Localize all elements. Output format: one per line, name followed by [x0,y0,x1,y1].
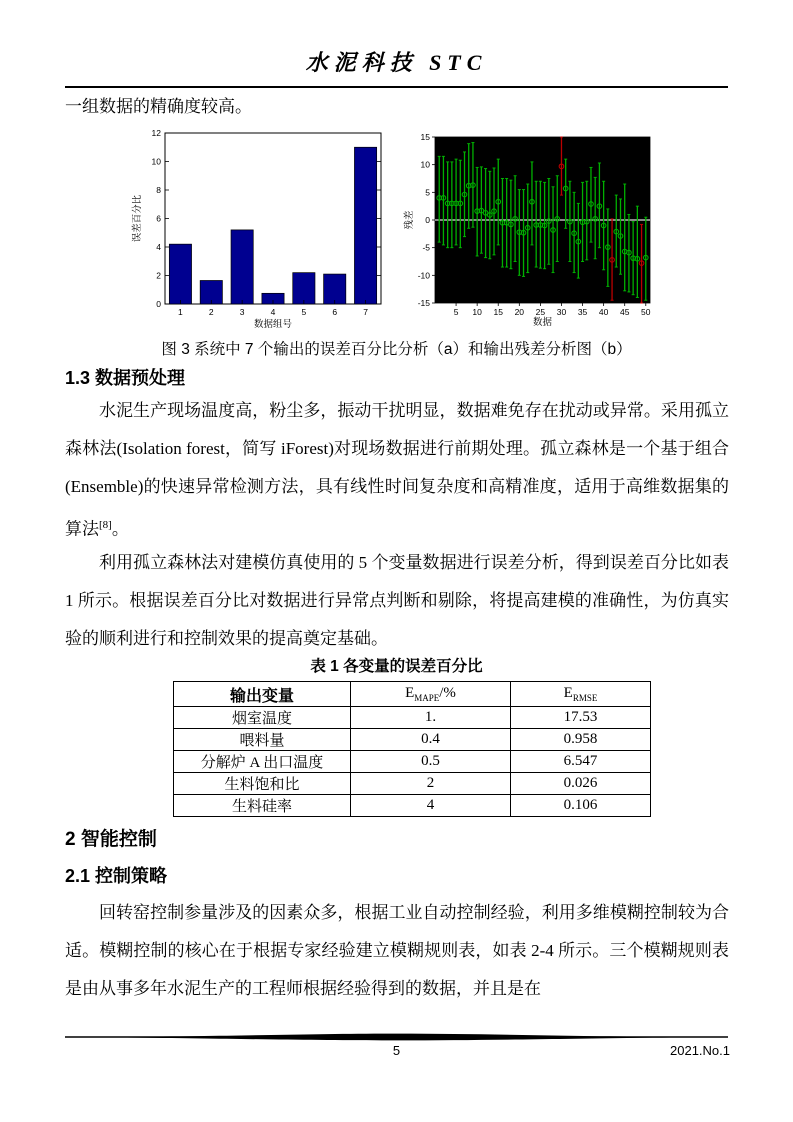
table-header-row [174,682,651,707]
svg-text:数据组号: 数据组号 [253,319,293,330]
paragraph-preprocessing-1 [65,392,729,549]
table-cell: 0.106 [511,795,651,817]
table-row [174,707,651,729]
table-row [174,729,651,751]
svg-text:40: 40 [598,307,609,317]
table-cell: 分解炉 A 出口温度 [174,751,351,773]
table-cell: 生料饱和比 [174,773,351,795]
table-row [174,773,651,795]
svg-text:12: 12 [151,128,161,138]
issue-label: 2021.No.1 [670,1043,730,1058]
header-divider [65,86,728,88]
svg-text:15: 15 [420,132,430,142]
table-cell: 生料硅率 [174,795,351,817]
svg-text:6: 6 [332,307,338,317]
table-cell: 17.53 [511,707,651,729]
table-cell: 喂料量 [174,729,351,751]
section-heading-2-1: 2.1 控制策略 [65,866,168,886]
svg-text:0: 0 [425,215,430,225]
table-header-emape: $E_{MAPE}/\%$ [351,682,511,707]
svg-text:7: 7 [363,307,368,317]
paragraph-text: 水泥生产现场温度高，粉尘多，振动干扰明显，数据难免存在扰动或异常。采用孤立森林法(Isolation forest，简写 iForest)对现场数据进行前期处理。孤立森林是一个基于组合(Ensemble)的快速异常检测方法，具有线性时间复杂度和高精准度，适用于高维数据集的算法 [65,401,729,539]
table1-title: 表 1 各变量的误差百分比 [310,658,483,675]
svg-text:残差: 残差 [404,210,415,230]
table-cell: 0.4 [351,729,511,751]
svg-text:8: 8 [156,185,161,195]
svg-text:3: 3 [239,307,245,317]
bar-chart-error-percentage [128,124,400,330]
svg-text:20: 20 [514,307,525,317]
svg-text:25: 25 [535,307,546,317]
table-header-ermse: $E_{RMSE}$ [511,682,651,707]
svg-text:10: 10 [420,159,430,170]
table-row [174,795,651,817]
page-number: 5 [392,1043,401,1058]
svg-text:-10: -10 [417,270,430,281]
table-cell: 1. [351,707,511,729]
svg-text:4: 4 [270,307,276,317]
svg-text:2: 2 [208,307,214,317]
svg-text:6: 6 [156,213,161,224]
svg-text:误差百分比: 误差百分比 [132,194,143,243]
table-cell: 2 [351,773,511,795]
svg-text:50: 50 [641,307,651,317]
footer-divider [65,1032,728,1042]
paragraph-control-strategy: 回转窑控制参量涉及的因素众多，根据工业自动控制经验，利用多维模糊控制较为合适。模糊控制的核心在于根据专家经验建立模糊规则表，如表 2-4 所示。三个模糊规则表是由从事多年水泥生产的工程师根据经验得到的数据，并且是在 [65,903,729,998]
svg-text:数据: 数据 [532,317,553,326]
svg-text:15: 15 [493,307,503,317]
table-cell: 4 [351,795,511,817]
svg-text:5: 5 [425,187,430,198]
table-cell: 0.958 [511,729,651,751]
table-cell: 烟室温度 [174,707,351,729]
figure-caption: 图 3 系统中 7 个输出的误差百分比分析（a）和输出残差分析图（b） [161,341,632,358]
svg-text:0: 0 [156,299,161,309]
svg-text:35: 35 [577,307,588,317]
svg-text:1: 1 [178,307,183,317]
section-heading-1-3: 1.3 数据预处理 [65,368,186,388]
svg-text:30: 30 [556,307,567,317]
svg-text:-15: -15 [417,298,430,308]
table-cell: 0.5 [351,751,511,773]
table-cell: 6.547 [511,751,651,773]
error-percentage-table [173,681,651,817]
table-row [174,751,651,773]
svg-text:2: 2 [156,270,161,281]
paragraph-tail: 。 [111,519,129,539]
table-cell: 0.026 [511,773,651,795]
svg-text:5: 5 [301,307,307,317]
citation-ref-8: [8] [99,519,112,531]
svg-text:10: 10 [472,307,482,317]
svg-text:10: 10 [151,156,161,167]
svg-text:4: 4 [156,242,161,252]
table-header-variable: 输出变量 [174,682,351,707]
paragraph-preprocessing-2: 利用孤立森林法对建模仿真使用的 5 个变量数据进行误差分析，得到误差百分比如表 1 所示。根据误差百分比对数据进行异常点判断和剔除，将提高建模的准确性，为仿真实验的顺利进行和控制效果的提高奠定基础。 [65,553,729,648]
svg-text:45: 45 [619,307,630,317]
lead-paragraph: 一组数据的精确度较高。 [65,97,252,116]
journal-title: 水泥科技 STC [305,50,488,75]
residual-errorbar-chart [402,124,672,326]
section-heading-2: 2 智能控制 [65,829,157,850]
svg-text:-5: -5 [422,242,430,253]
svg-text:5: 5 [453,307,459,317]
